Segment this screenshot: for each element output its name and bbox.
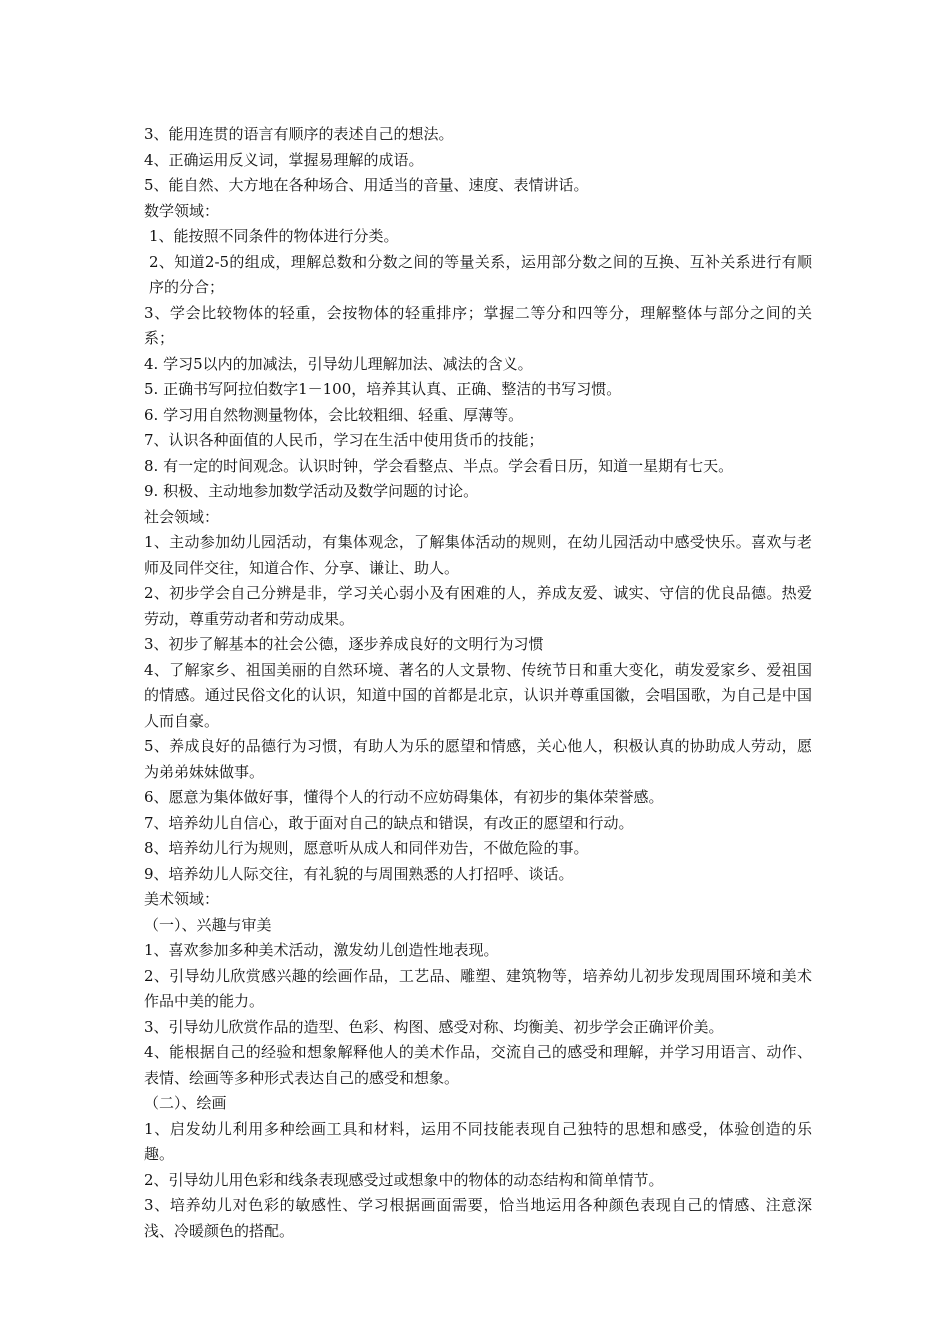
paragraph: 9、培养幼儿人际交往，有礼貌的与周围熟悉的人打招呼、谈话。 <box>144 864 574 883</box>
paragraph: 3、能用连贯的语言有顺序的表述自己的想法。 <box>144 125 454 143</box>
paragraph: 8. 有一定的时间观念。认识时钟，学会看整点、半点。学会看日历，知道一星期有七天。 <box>144 456 734 475</box>
subheading-painting: （二）、绘画 <box>144 1094 227 1112</box>
paragraph: 2、引导幼儿用色彩和线条表现感受过或想象中的物体的动态结构和简单情节。 <box>144 1170 664 1189</box>
paragraph: 2、引导幼儿欣赏感兴趣的绘画作品，工艺品、雕塑、建筑物等，培养幼儿初步发现周围环境和美术作品中美的能力。 <box>144 966 812 1010</box>
paragraph: 4. 学习5以内的加减法，引导幼儿理解加法、减法的含义。 <box>144 354 533 373</box>
section-heading-social: 社会领域： <box>144 507 220 526</box>
paragraph: 4、正确运用反义词，掌握易理解的成语。 <box>144 150 424 169</box>
paragraph: 3、引导幼儿欣赏作品的造型、色彩、构图、感受对称、均衡美、初步学会正确评价美。 <box>144 1017 724 1036</box>
paragraph: 1、喜欢参加多种美术活动，激发幼儿创造性地表现。 <box>144 941 499 959</box>
paragraph: 8、培养幼儿行为规则，愿意听从成人和同伴劝告，不做危险的事。 <box>144 839 589 857</box>
paragraph: 5、养成良好的品德行为习惯，有助人为乐的愿望和情感，关心他人，积极认真的协助成人劳动，愿为弟弟妹妹做事。 <box>144 737 812 781</box>
paragraph: 3、学会比较物体的轻重，会按物体的轻重排序；掌握二等分和四等分，理解整体与部分之间的关系； <box>144 303 812 347</box>
paragraph: 6. 学习用自然物测量物体，会比较粗细、轻重、厚薄等。 <box>144 405 524 424</box>
paragraph: 7、认识各种面值的人民币，学习在生活中使用货币的技能； <box>144 431 544 449</box>
paragraph: 9. 积极、主动地参加数学活动及数学问题的讨论。 <box>144 482 479 500</box>
paragraph: 1、能按照不同条件的物体进行分类。 <box>149 227 399 245</box>
paragraph: 3、初步了解基本的社会公德，逐步养成良好的文明行为习惯 <box>144 635 544 653</box>
paragraph: 3、培养幼儿对色彩的敏感性、学习根据画面需要，恰当地运用各种颜色表现自己的情感、注意深浅、冷暖颜色的搭配。 <box>144 1196 812 1240</box>
section-heading-math: 数学领域： <box>144 201 220 220</box>
paragraph: 4、了解家乡、祖国美丽的自然环境、著名的人文景物、传统节日和重大变化，萌发爱家乡、爱祖国的情感。通过民俗文化的认识，知道中国的首都是北京，认识并尊重国徽，会唱国歌，为自己是中国人而自豪。 <box>144 660 812 730</box>
paragraph: 7、培养幼儿自信心，敢于面对自己的缺点和错误，有改正的愿望和行动。 <box>144 813 634 832</box>
paragraph: 6、愿意为集体做好事，懂得个人的行动不应妨碍集体，有初步的集体荣誉感。 <box>144 788 664 806</box>
paragraph: 5、能自然、大方地在各种场合、用适当的音量、速度、表情讲话。 <box>144 176 589 194</box>
paragraph: 5. 正确书写阿拉伯数字1－100，培养其认真、正确、整洁的书写习惯。 <box>144 380 622 398</box>
paragraph: 1、启发幼儿利用多种绘画工具和材料，运用不同技能表现自己独特的思想和感受，体验创造的乐趣。 <box>144 1119 812 1163</box>
paragraph: 2、初步学会自己分辨是非，学习关心弱小及有困难的人，养成友爱、诚实、守信的优良品德。热爱劳动，尊重劳动者和劳动成果。 <box>144 584 812 628</box>
section-heading-art: 美术领域： <box>144 890 220 908</box>
paragraph: 2、知道2-5的组成，理解总数和分数之间的等量关系，运用部分数之间的互换、互补关系进行有顺序的分合； <box>149 252 812 296</box>
subheading-interest: （一）、兴趣与审美 <box>144 915 272 934</box>
document-body <box>144 122 812 1244</box>
paragraph: 1、主动参加幼儿园活动，有集体观念，了解集体活动的规则，在幼儿园活动中感受快乐。喜欢与老师及同伴交往，知道合作、分享、谦让、助人。 <box>144 533 812 577</box>
paragraph: 4、能根据自己的经验和想象解释他人的美术作品，交流自己的感受和理解，并学习用语言、动作、表情、绘画等多种形式表达自己的感受和想象。 <box>144 1043 812 1087</box>
